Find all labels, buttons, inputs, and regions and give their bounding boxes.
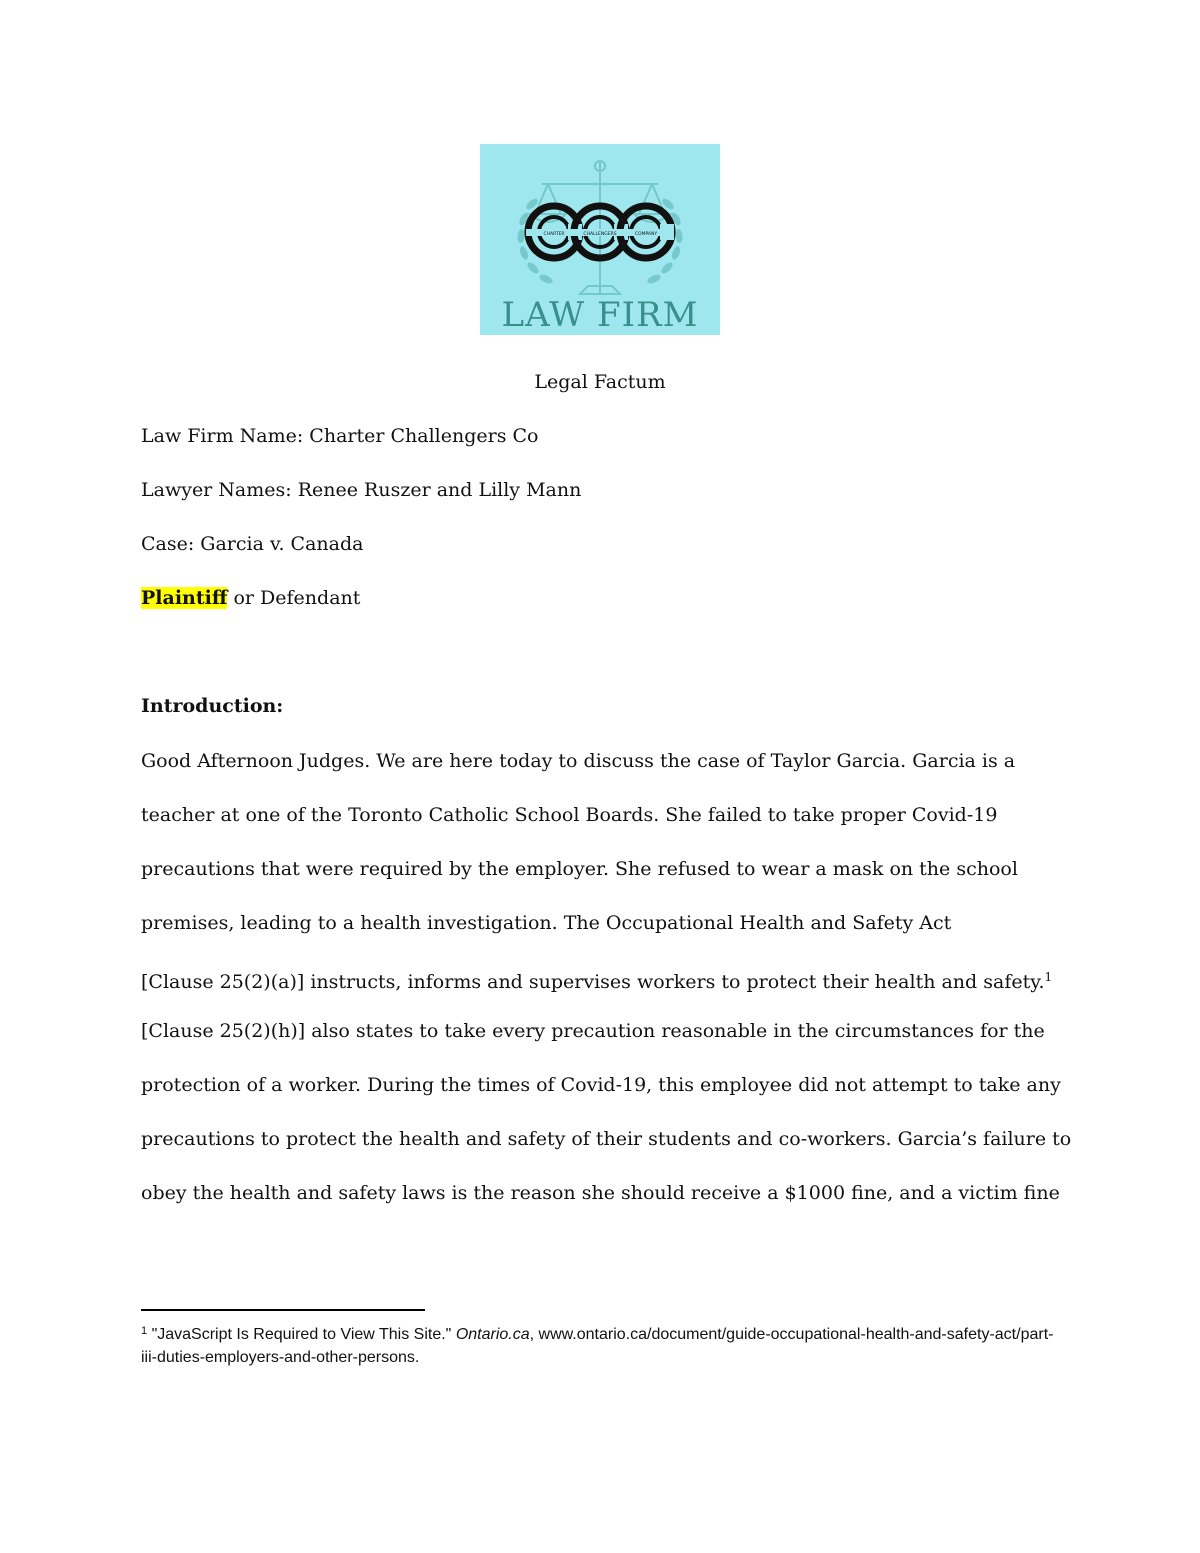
party-rest-text: or Defendant [227,587,361,609]
intro-line-text: [Clause 25(2)(a)] instructs, informs and supervises workers to protect their health and safety. [141,971,1045,993]
intro-line: teacher at one of the Toronto Catholic School Boards. She failed to take proper Covid-19 [141,804,998,826]
footnote-url[interactable]: , www.ontario.ca/document/guide-occupational-health-and-safety-act/part-iii-duties-employers-and-other-persons. [141,1326,1054,1366]
lawyer-names-line: Lawyer Names: Renee Ruszer and Lilly Mann [141,479,582,501]
logo-graphic [480,144,720,335]
intro-line: obey the health and safety laws is the reason she should receive a $1000 fine, and a victim fine [141,1182,1060,1204]
intro-line: precautions to protect the health and safety of their students and co-workers. Garcia’s failure to [141,1128,1072,1150]
party-line [141,584,360,612]
footnote-separator [141,1309,425,1311]
intro-line: premises, leading to a health investigation. The Occupational Health and Safety Act [141,912,952,934]
case-line: Case: Garcia v. Canada [141,533,364,555]
intro-line-with-footnote [141,963,1052,996]
logo-sub-label: CHALLENGERS [583,232,617,237]
intro-line: precautions that were required by the employer. She refused to wear a mask on the school [141,858,1018,880]
footnote-number: 1 [141,1325,148,1337]
logo-wordmark: LAW FIRM [501,295,699,335]
footnote-reference[interactable]: 1 [1044,970,1053,984]
intro-line: [Clause 25(2)(h)] also states to take every precaution reasonable in the circumstances for the [141,1020,1045,1042]
footnote [141,1320,1056,1369]
document-title: Legal Factum [534,371,666,393]
scales-of-justice-icon [530,161,670,294]
logo-sub-label: COMPANY [634,232,658,237]
intro-line: Good Afternoon Judges. We are here today to discuss the case of Taylor Garcia. Garcia is a [141,750,1016,772]
firm-name-line: Law Firm Name: Charter Challengers Co [141,425,539,447]
footnote-source: Ontario.ca [455,1326,530,1343]
logo-sub-label: CHARTER [543,232,565,237]
footnote-quote: "JavaScript Is Required to View This Site." [147,1326,456,1343]
law-firm-logo [480,144,720,335]
intro-line: protection of a worker. During the times of Covid-19, this employee did not attempt to take any [141,1074,1061,1096]
introduction-heading: Introduction: [141,695,284,717]
selected-party-highlight: Plaintiff [141,587,228,609]
